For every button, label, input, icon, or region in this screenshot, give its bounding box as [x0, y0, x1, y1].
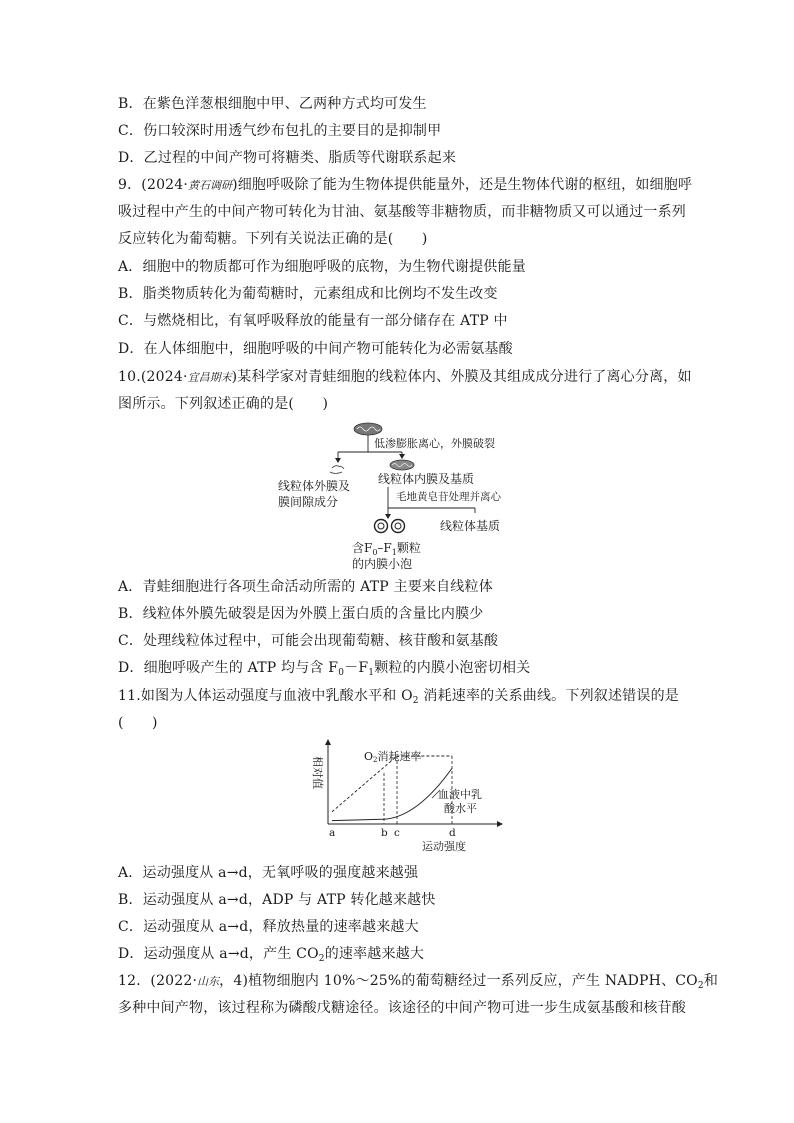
y-axis-label: 相对值: [311, 756, 324, 789]
lactate-level-curve: [332, 768, 452, 820]
q11-option-a: A．运动强度从 a→d，无氧呼吸的强度越来越强: [118, 865, 419, 881]
q12-stem-line2: 多种中间产物，该过程称为磷酸戊糖途径。该途径的中间产物可进一步生成氨基酸和核苷酸: [118, 1000, 686, 1016]
q10-number: 10.(2024·: [118, 369, 188, 385]
q11-option-d: D．运动强度从 a→d，产生 $CO_2$的速率越来越大: [118, 946, 425, 964]
q10-option-b: B．线粒体外膜先破裂是因为外膜上蛋白质的含量比内膜少: [118, 606, 484, 622]
q12-source: 山东: [197, 975, 220, 988]
x-tick-d: d: [449, 827, 456, 839]
step1-label: 低渗膨胀离心，外膜破裂: [374, 437, 495, 450]
q10-stem-text: )某科学家对青蛙细胞的线粒体内、外膜及其组成成分进行了离心分离，如: [231, 369, 692, 385]
lactate-series-label-2: 酸水平: [444, 802, 477, 815]
q9-option-d: D．在人体细胞中，细胞呼吸的中间产物可能转化为必需氨基酸: [118, 341, 513, 357]
x-tick-c: c: [394, 827, 400, 839]
mitochondrion-icon: [354, 423, 382, 435]
vesicle-label-1: 含$F_0-F_1$颗粒: [352, 541, 421, 557]
vesicle-icon: [375, 520, 405, 533]
q9-stem-text: )细胞呼吸除了能为生物体提供能量外，还是生物体代谢的枢纽，如细胞呼: [232, 177, 693, 193]
lactate-series-label-1: 血液中乳: [438, 788, 482, 801]
q9-source: 黄石调研: [188, 179, 233, 192]
o2-consumption-line: [332, 756, 452, 812]
q10-stem-line1: [118, 369, 692, 386]
q10-option-a: A．青蛙细胞进行各项生命活动所需的 ATP 主要来自线粒体: [118, 579, 493, 595]
q8-option-b: B．在紫色洋葱根细胞中甲、乙两种方式均可发生: [118, 96, 427, 112]
outer-membrane-label-1: 线粒体外膜及: [278, 479, 351, 493]
q8-option-c: C．伤口较深时用透气纱布包扎的主要目的是抑制甲: [118, 123, 442, 139]
step2-label: 毛地黄皂苷处理并离心: [396, 491, 501, 503]
q10-option-c: C．处理线粒体过程中，可能会出现葡萄糖、核苷酸和氨基酸: [118, 633, 499, 649]
outer-membrane-fragment-icon: [330, 466, 344, 474]
q9-number: 9．(2024·: [118, 177, 189, 193]
matrix-label: 线粒体基质: [440, 519, 501, 533]
mitochondria-separation-diagram: [270, 420, 530, 572]
q9-stem-line3: 反应转化为葡萄糖。下列有关说法正确的是( ): [118, 231, 428, 247]
y-axis-arrow: [325, 739, 331, 745]
q11-stem-line2: ( ): [118, 715, 158, 731]
q9-stem-line2: 吸过程中产生的中间产物可转化为甘油、氨基酸等非糖物质，而非糖物质又可以通过一系列: [118, 204, 686, 220]
inner-mitochondrion-icon: [390, 460, 414, 470]
q9-stem-line1: [118, 177, 692, 194]
q10-stem-line2: 图所示。下列叙述正确的是( ): [118, 396, 329, 412]
inner-membrane-label: 线粒体内膜及基质: [378, 472, 475, 486]
q9-option-c: C．与燃烧相比，有氧呼吸释放的能量有一部分储存在 ATP 中: [118, 313, 508, 329]
x-axis-arrow: [497, 821, 503, 827]
exercise-intensity-chart: [300, 738, 510, 854]
x-tick-b: b: [381, 827, 388, 839]
q9-option-a: A．细胞中的物质都可作为细胞呼吸的底物，为生物代谢提供能量: [118, 259, 526, 275]
x-axis-label: 运动强度: [422, 840, 466, 853]
q9-option-b: B．脂类物质转化为葡萄糖时，元素组成和比例均不发生改变: [118, 286, 498, 302]
outer-membrane-label-2: 膜间隙成分: [278, 495, 339, 509]
q10-source: 宜昌期末: [187, 371, 232, 384]
q10-option-d: D．细胞呼吸产生的 ATP 均与含 $F_0-F_1$颗粒的内膜小泡密切相关: [118, 660, 531, 678]
o2-series-label: O2消耗速率: [364, 750, 422, 764]
q8-option-d: D．乙过程的中间产物可将糖类、脂质等代谢联系起来: [118, 150, 457, 166]
vesicle-label-2: 的内膜小泡: [352, 557, 413, 571]
q12-stem-line1: 12．(2022·山东，4)植物细胞内 10%～25%的葡萄糖经过一系列反应，产生 NADPH、$CO_2$和: [118, 973, 719, 991]
x-tick-a: a: [329, 827, 336, 839]
q11-stem-line1: 11.如图为人体运动强度与血液中乳酸水平和 $O_2$ 消耗速率的关系曲线。下列叙述错误的是: [118, 688, 679, 706]
q11-option-b: B．运动强度从 a→d，ADP 与 ATP 转化越来越快: [118, 892, 436, 908]
q11-option-c: C．运动强度从 a→d，释放热量的速率越来越大: [118, 919, 419, 935]
